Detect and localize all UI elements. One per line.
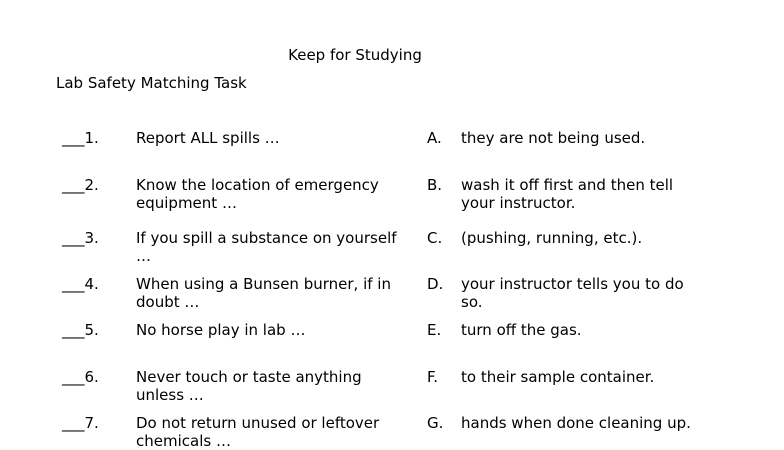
page-header: Keep for Studying [288,46,422,64]
answer-text: turn off the gas. [461,321,582,339]
answer-text: wash it off first and then tell your instructor. [461,176,674,212]
task-title: Lab Safety Matching Task [56,74,247,92]
item-number: ___3. [62,229,99,247]
answer-letter: G. [427,414,444,432]
item-number: ___2. [62,176,99,194]
statement-text: If you spill a substance on yourself … [136,229,397,265]
item-number: ___1. [62,129,99,147]
answer-letter: B. [427,176,443,194]
item-number: ___7. [62,414,99,432]
statement-text: Report ALL spills … [136,129,280,147]
answer-text: hands when done cleaning up. [461,414,691,432]
item-number: ___6. [62,368,99,386]
statement-text: No horse play in lab … [136,321,306,339]
answer-text: (pushing, running, etc.). [461,229,643,247]
answer-letter: E. [427,321,442,339]
answer-letter: D. [427,275,444,293]
statement-text: Do not return unused or leftover chemicals … [136,414,380,450]
statement-text: Know the location of emergency equipment … [136,176,379,212]
answer-letter: C. [427,229,443,247]
statement-text: When using a Bunsen burner, if in doubt … [136,275,391,311]
answer-text: they are not being used. [461,129,646,147]
answer-letter: A. [427,129,442,147]
item-number: ___4. [62,275,99,293]
statement-text: Never touch or taste anything unless … [136,368,362,404]
answer-letter: F. [427,368,438,386]
item-number: ___5. [62,321,99,339]
answer-text: your instructor tells you to do so. [461,275,684,311]
answer-text: to their sample container. [461,368,655,386]
